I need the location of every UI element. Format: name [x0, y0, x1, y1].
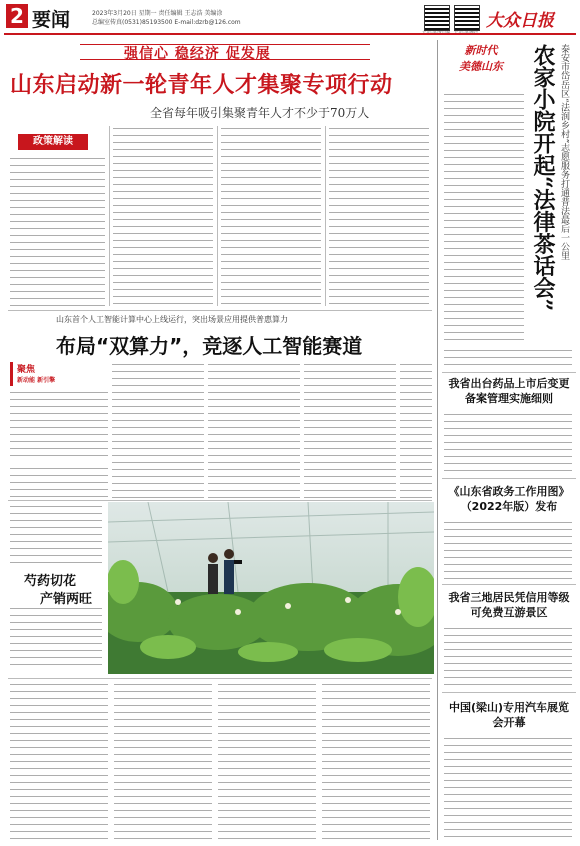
side-subhead: 泰安市岱岳区“法润乡村”志愿服务打通普法最后一公里 [559, 44, 569, 261]
brief-text [444, 628, 572, 688]
ai-column-4 [304, 364, 396, 498]
lead-column-2 [113, 128, 213, 306]
story-divider [8, 678, 432, 679]
lead-column-3 [221, 128, 321, 306]
side-column-rule [437, 40, 438, 840]
ai-column-2 [112, 364, 204, 498]
policy-tag: 政策解读 [18, 134, 88, 150]
greenhouse-photo-svg [108, 502, 434, 674]
brief-headline[interactable]: 我省出台药品上市后变更备案管理实施细则 [448, 377, 570, 405]
brief-text [444, 522, 572, 580]
lead-column-4 [329, 128, 429, 306]
meta-contact-line: 总编室传真(0531)85193500 E-mail:dzrb@126.com [92, 19, 241, 26]
ai-column-1a [10, 392, 108, 462]
ai-kicker: 山东首个人工智能计算中心上线运行，突出场景应用提供普惠算力 [56, 315, 288, 324]
brief-text [444, 414, 572, 474]
bottom-column-4 [322, 684, 430, 840]
newspaper-logo: 大众日报 [486, 11, 554, 31]
focus-tag-bottom: 新动能 新引擎 [17, 377, 56, 384]
side-headline[interactable]: 农家小院开起“法律茶话会” [530, 44, 556, 312]
masthead-meta [92, 9, 241, 27]
lead-subhead: 全省每年吸引集聚青年人才不少于70万人 [150, 106, 370, 120]
column-rule [109, 126, 110, 306]
photo-title-2: 产销两旺 [40, 592, 93, 607]
bottom-column-1 [10, 684, 108, 840]
brief-headline[interactable]: 中国(梁山)专用汽车展览会开幕 [448, 701, 570, 729]
brief-divider [442, 372, 576, 373]
photo-text-block [10, 608, 102, 668]
page-number: 2 [6, 4, 28, 28]
bottom-column-2 [114, 684, 212, 840]
brief-text [444, 738, 572, 838]
ai-column-1b [10, 468, 108, 498]
badge-top: 新时代 [464, 44, 498, 57]
lead-column-1 [10, 158, 105, 306]
virtue-badge [446, 42, 516, 86]
lead-headline[interactable]: 山东启动新一轮青年人才集聚专项行动 [10, 73, 393, 98]
qr-code-icon[interactable] [424, 5, 450, 31]
brief-headline[interactable]: 《山东省政务工作用图》（2022年版）发布 [448, 485, 570, 513]
photo-caption-block [10, 506, 102, 566]
brief-headline[interactable]: 我省三地居民凭信用等级可免费互游景区 [448, 591, 570, 619]
badge-bottom: 美德山东 [459, 60, 503, 73]
qr-code-icon[interactable] [454, 5, 480, 31]
focus-tag [10, 362, 61, 386]
header-rule [4, 33, 576, 35]
brief-divider [442, 692, 576, 693]
ai-column-3 [208, 364, 300, 498]
story-divider [8, 500, 432, 501]
section-title: 要闻 [32, 9, 71, 31]
column-rule [217, 126, 218, 306]
side-feature-text-1 [444, 94, 524, 344]
focus-tag-top: 聚焦 [17, 365, 36, 375]
story-divider [8, 310, 432, 311]
side-feature-text-2 [444, 350, 572, 368]
slogan: 强信心 稳经济 促发展 [124, 46, 271, 62]
brief-divider [442, 478, 576, 479]
brief-divider [442, 584, 576, 585]
bottom-column-3 [218, 684, 316, 840]
greenhouse-photo[interactable] [108, 502, 434, 674]
ai-column-5 [400, 364, 432, 498]
column-rule [325, 126, 326, 306]
photo-title: 芍药切花 [24, 574, 77, 589]
ai-headline[interactable]: 布局“双算力”，竞逐人工智能赛道 [56, 334, 363, 358]
meta-date-line: 2023年3月20日 星期一 责任编辑 王志浩 美编涂 [92, 10, 223, 17]
